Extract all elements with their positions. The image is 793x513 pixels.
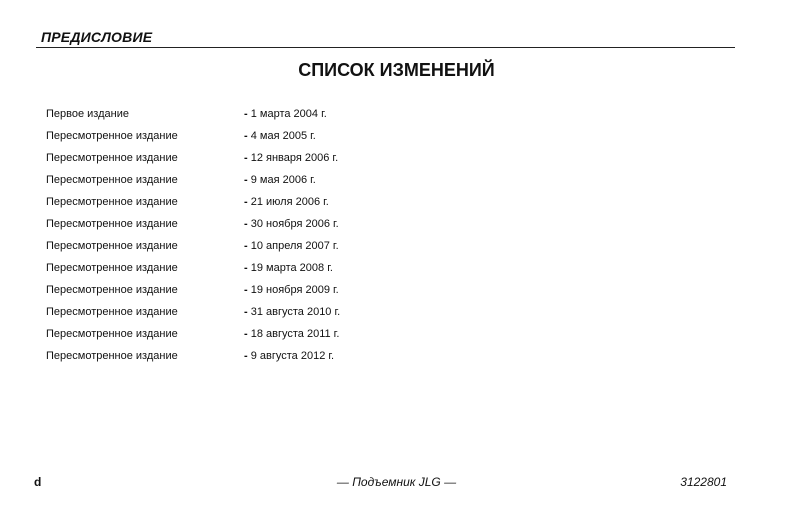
footer-doc-number: 3122801: [680, 475, 727, 489]
revision-date: [244, 174, 316, 186]
revision-date: [244, 130, 316, 142]
revision-row: [46, 282, 406, 304]
revision-date-text: 1 марта 2004 г.: [247, 108, 327, 120]
revision-dash: -: [244, 328, 248, 340]
revision-row: [46, 172, 406, 194]
revision-date-text: 19 марта 2008 г.: [247, 262, 333, 274]
revision-edition: Пересмотренное издание: [46, 196, 178, 208]
revision-dash: -: [244, 284, 248, 296]
revision-date-text: 12 января 2006 г.: [247, 152, 339, 164]
revision-dash: -: [244, 130, 248, 142]
revision-row: [46, 194, 406, 216]
revision-date: [244, 350, 334, 362]
header-rule: [36, 47, 735, 48]
revision-date: [244, 328, 339, 340]
revision-date: [244, 196, 329, 208]
revision-date: [244, 306, 340, 318]
revision-dash: -: [244, 350, 248, 362]
revision-date-text: 18 августа 2011 г.: [247, 328, 340, 340]
revision-row: [46, 260, 406, 282]
revision-edition: Пересмотренное издание: [46, 284, 178, 296]
revision-row: [46, 348, 406, 370]
revision-edition: Пересмотренное издание: [46, 306, 178, 318]
revision-row: [46, 216, 406, 238]
revision-date: [244, 240, 339, 252]
page-title: СПИСОК ИЗМЕНЕНИЙ: [298, 60, 495, 80]
revision-date-text: 21 июля 2006 г.: [247, 196, 329, 208]
revision-list: [46, 106, 406, 370]
revision-dash: -: [244, 174, 248, 186]
revision-date-text: 9 мая 2006 г.: [247, 174, 316, 186]
revision-date: [244, 284, 339, 296]
revision-dash: -: [244, 196, 248, 208]
revision-dash: -: [244, 108, 248, 120]
revision-dash: -: [244, 240, 248, 252]
revision-edition: Пересмотренное издание: [46, 328, 178, 340]
revision-date: [244, 262, 333, 274]
revision-date: [244, 108, 327, 120]
section-header: ПРЕДИСЛОВИЕ: [41, 29, 153, 45]
revision-edition: Пересмотренное издание: [46, 240, 178, 252]
revision-date-text: 30 ноября 2006 г.: [247, 218, 339, 230]
revision-row: [46, 150, 406, 172]
revision-edition: Пересмотренное издание: [46, 218, 178, 230]
revision-dash: -: [244, 306, 248, 318]
revision-edition: Пересмотренное издание: [46, 152, 178, 164]
revision-date-text: 4 мая 2005 г.: [247, 130, 316, 142]
revision-date: [244, 152, 338, 164]
revision-row: [46, 304, 406, 326]
revision-edition: Пересмотренное издание: [46, 262, 178, 274]
revision-row: [46, 106, 406, 128]
revision-row: [46, 326, 406, 348]
revision-dash: -: [244, 152, 248, 164]
revision-edition: Первое издание: [46, 108, 129, 120]
revision-date-text: 9 августа 2012 г.: [247, 350, 335, 362]
revision-date-text: 19 ноября 2009 г.: [247, 284, 339, 296]
revision-row: [46, 238, 406, 260]
revision-date: [244, 218, 339, 230]
footer-page-letter: d: [34, 475, 42, 489]
revision-date-text: 31 августа 2010 г.: [247, 306, 341, 318]
revision-dash: -: [244, 262, 248, 274]
revision-edition: Пересмотренное издание: [46, 130, 178, 142]
revision-edition: Пересмотренное издание: [46, 174, 178, 186]
revision-edition: Пересмотренное издание: [46, 350, 178, 362]
footer-product-name: — Подъемник JLG —: [336, 475, 457, 489]
revision-date-text: 10 апреля 2007 г.: [247, 240, 339, 252]
revision-dash: -: [244, 218, 248, 230]
revision-row: [46, 128, 406, 150]
